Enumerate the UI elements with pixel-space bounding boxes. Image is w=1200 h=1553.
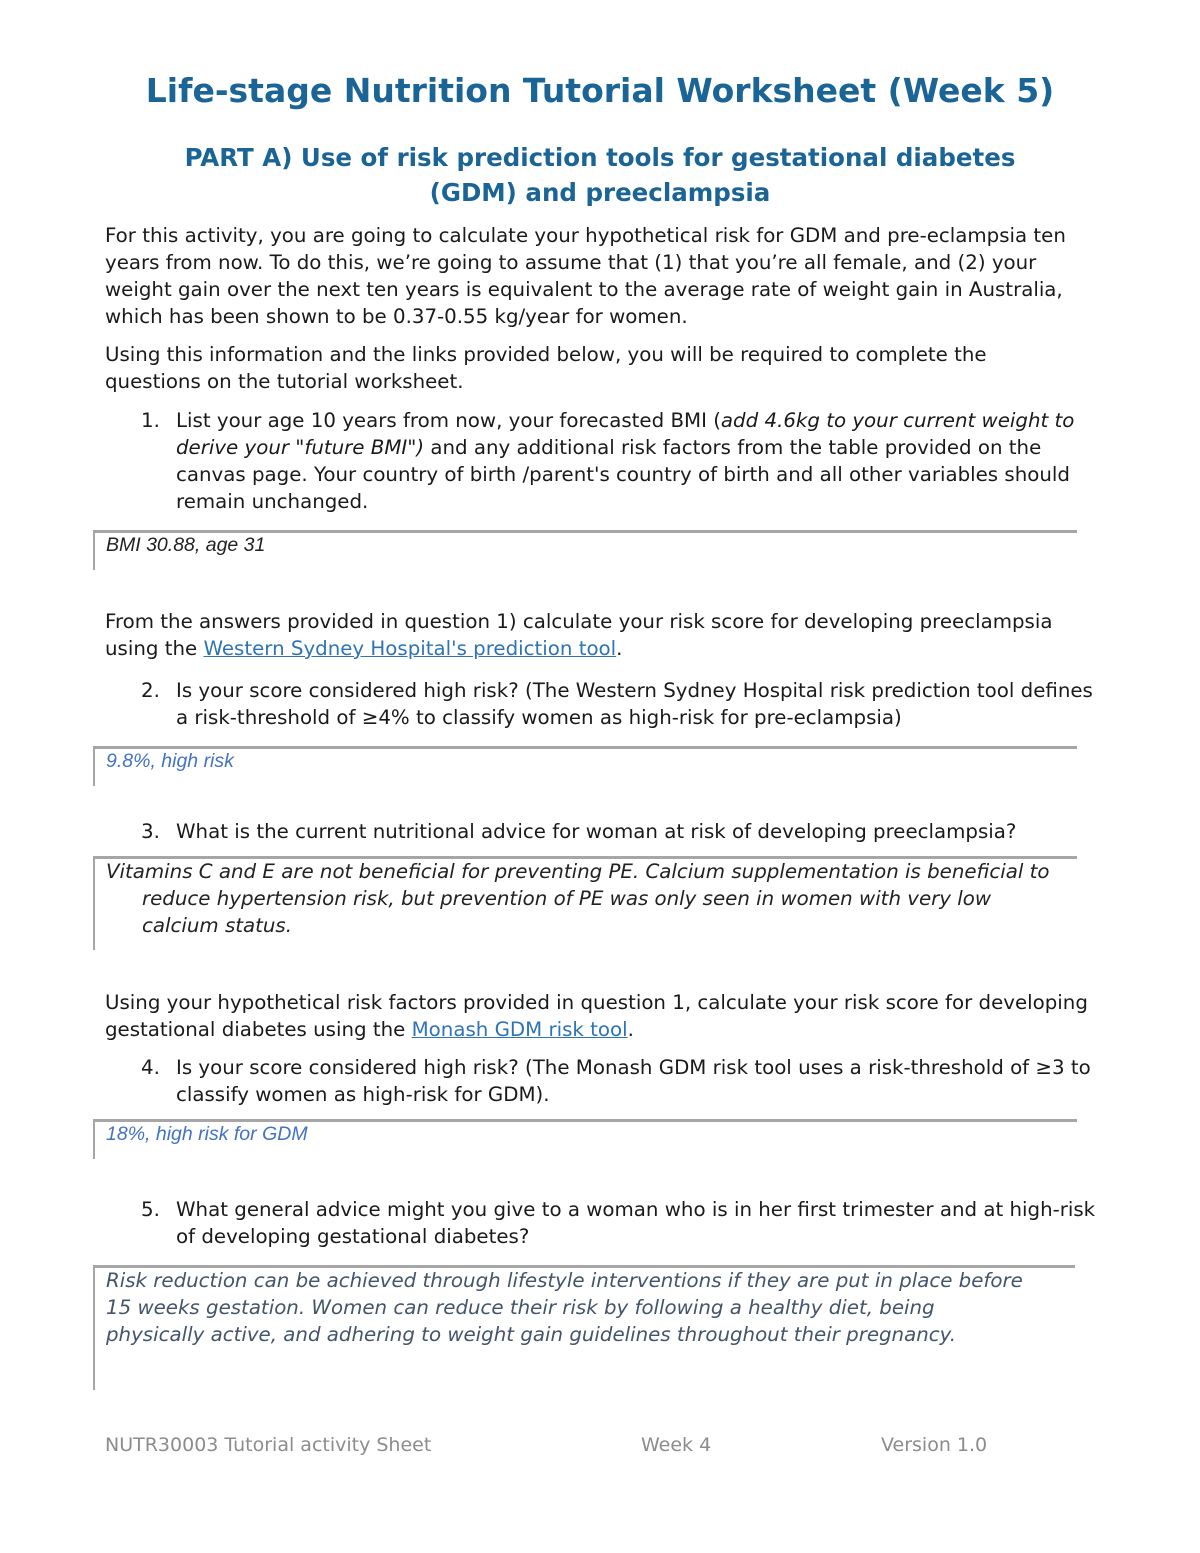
- footer-week: Week 4: [641, 1434, 712, 1456]
- question-number: 3.: [141, 820, 160, 843]
- answer-box-1[interactable]: [93, 530, 1077, 570]
- western-sydney-tool-link[interactable]: Western Sydney Hospital's prediction tool: [203, 637, 617, 660]
- question-text: What is the current nutritional advice for woman at risk of developing preeclampsia?: [176, 820, 1017, 843]
- part-a-heading-line1: PART A) Use of risk prediction tools for gestational diabetes: [184, 143, 1016, 172]
- question-number: 4.: [141, 1056, 160, 1079]
- footer-version: Version 1.0: [881, 1434, 988, 1456]
- gdm-instructions: Using your hypothetical risk factors provided in question 1, calculate your risk score for developing gestational diabetes using the Monash GDM risk tool.: [105, 991, 1088, 1041]
- question-4: [105, 1054, 1105, 1108]
- answer-text: Vitamins C and E are not beneficial for preventing PE. Calcium supplementation is beneficial to reduce hypertension risk, but prevention of PE was only seen in women with very low calcium status.: [106, 860, 1050, 937]
- answer-text: 9.8%, high risk: [106, 750, 234, 772]
- monash-gdm-tool-link[interactable]: Monash GDM risk tool: [411, 1018, 628, 1041]
- part-a-heading-line2: (GDM) and preeclampsia: [429, 178, 771, 207]
- question-5: [105, 1196, 1105, 1250]
- preeclampsia-instructions: From the answers provided in question 1) calculate your risk score for developing preeclampsia using the Western Sydney Hospital's prediction tool.: [105, 610, 1053, 660]
- footer-course: NUTR30003 Tutorial activity Sheet: [105, 1434, 432, 1456]
- question-3: [105, 818, 1105, 845]
- question-1: [105, 407, 1105, 515]
- part-a-heading: [120, 140, 1080, 210]
- page-title: Life-stage Nutrition Tutorial Worksheet (Week 5): [145, 71, 1055, 110]
- answer-text: Risk reduction can be achieved through lifestyle interventions if they are put in place before 15 weeks gestation. Women can reduce their risk by following a healthy diet, being physically active, and adhering to weight gain guidelines throughout their pregnancy.: [106, 1269, 1023, 1346]
- answer-text: 18%, high risk for GDM: [106, 1123, 308, 1145]
- instructions-paragraph: Using this information and the links provided below, you will be required to complete the questions on the tutorial worksheet.: [105, 343, 987, 393]
- question-text: List your age 10 years from now, your forecasted BMI (add 4.6kg to your current weight to derive your "future BMI") and any additional risk factors from the table provided on the canvas page. Your country of birth /parent's country of birth and all other variables should remain unchanged.: [176, 409, 1075, 513]
- question-text: Is your score considered high risk? (The Monash GDM risk tool uses a risk-threshold of ≥3 to classify women as high-risk for GDM).: [176, 1056, 1091, 1106]
- answer-box-3[interactable]: [93, 856, 1077, 950]
- answer-box-4[interactable]: [93, 1119, 1077, 1159]
- question-number: 5.: [141, 1198, 160, 1221]
- answer-box-2[interactable]: [93, 746, 1077, 786]
- intro-paragraph: For this activity, you are going to calculate your hypothetical risk for GDM and pre-eclampsia ten years from now. To do this, we’re going to assume that (1) that you’re all female, and (2) your weight gain over the next ten years is equivalent to the average rate of weight gain in Australia, which has been shown to be 0.37-0.55 kg/year for women.: [105, 224, 1066, 328]
- question-text: Is your score considered high risk? (The Western Sydney Hospital risk prediction tool defines a risk-threshold of ≥4% to classify women as high-risk for pre-eclampsia): [176, 679, 1093, 729]
- question-number: 2.: [141, 679, 160, 702]
- question-number: 1.: [141, 409, 160, 432]
- question-2: [105, 677, 1105, 731]
- answer-box-5[interactable]: [93, 1265, 1075, 1390]
- question-text: What general advice might you give to a woman who is in her first trimester and at high-risk of developing gestational diabetes?: [176, 1198, 1096, 1248]
- answer-text: BMI 30.88, age 31: [106, 534, 266, 556]
